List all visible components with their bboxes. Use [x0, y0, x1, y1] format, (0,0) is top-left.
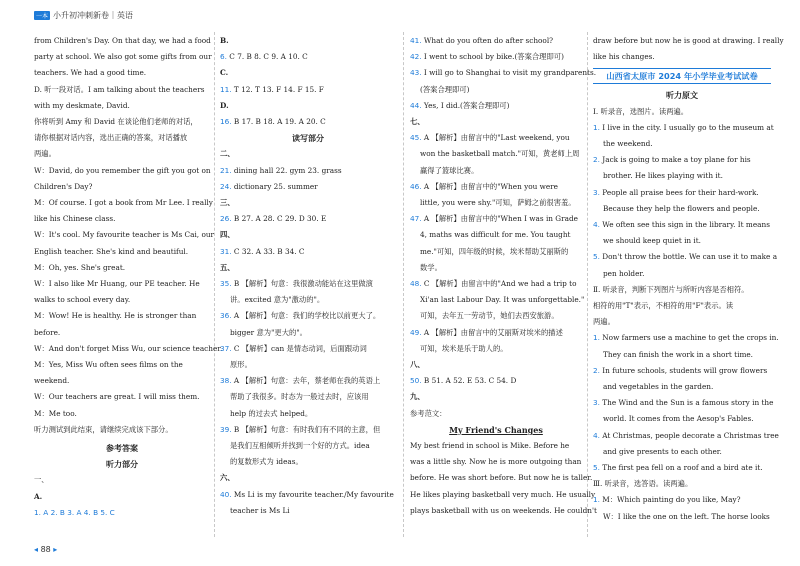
- column-divider: [214, 32, 215, 537]
- answer-text: I live in the city. I usually go to the museum at: [599, 122, 774, 132]
- answer-continuation: and vegetables in the garden.: [603, 382, 714, 392]
- answer-line: [220, 422, 396, 438]
- answer-continuation: 讲。excited 意为"激动的"。: [230, 295, 325, 305]
- answer-line: [410, 33, 582, 49]
- text-line: 你将听到 Amy 和 David 在谈论他们老师的对话，: [34, 117, 198, 127]
- text-line: weekend.: [34, 376, 70, 386]
- column-4: [593, 33, 784, 525]
- exam-title: 山西省太原市 2024 年小学毕业考试试卷: [593, 68, 771, 84]
- section-label: 六、: [220, 473, 235, 483]
- answer-text: C 32. A 33. B 34. C: [231, 246, 305, 256]
- answer-line: [593, 217, 771, 233]
- text-line: with my deskmate, David.: [34, 100, 130, 110]
- text-line: plays basketball with us on weekends. He couldn't: [410, 505, 597, 515]
- answer-line: [410, 276, 582, 292]
- section-label: A.: [34, 491, 43, 501]
- question-number: 45.: [410, 133, 422, 143]
- answer-continuation: we should keep quiet in it.: [603, 236, 702, 246]
- answer-continuation: They can finish the work in a short time.: [603, 349, 754, 359]
- answer-text: Don't throw the bottle. We can use it to make a: [599, 252, 778, 262]
- answer-line: [220, 244, 396, 260]
- text-line: W：David, do you remember the gift you got on: [34, 165, 211, 175]
- text-line: walks to school every day.: [34, 295, 131, 305]
- column-2: [220, 33, 396, 519]
- answer-continuation: brother. He likes playing with it.: [603, 171, 723, 181]
- answer-text: A 【解析】由留言中的"Last weekend, you: [421, 133, 570, 143]
- text-line: like his Chinese class.: [34, 214, 116, 224]
- text-line: M：Wow! He is healthy. He is stronger than: [34, 311, 197, 321]
- answer-continuation: 是我们互相倾听并找到一个好的方式。idea: [230, 441, 370, 451]
- answer-continuation: little, you were shy."可知，萨姆之前很害羞。: [420, 198, 576, 208]
- text-line: D. 听一段对话。I am talking about the teachers: [34, 84, 205, 94]
- book-title: 小升初冲刺新卷｜英语: [53, 10, 133, 20]
- text-line: 听力测试到此结束，请继续完成该下部分。: [34, 424, 173, 434]
- answers-title: 参考答案: [106, 443, 138, 454]
- column-1: [34, 33, 223, 521]
- answer-line: [220, 179, 396, 195]
- answer-line: [593, 492, 771, 508]
- section-label: C.: [220, 68, 229, 78]
- brand-logo: 一本: [35, 12, 48, 20]
- text-line: draw before but now he is good at drawing. I really: [593, 36, 784, 45]
- answer-line: [220, 341, 396, 357]
- answer-text: I will go to Shanghai to visit my grandparents.: [421, 68, 597, 78]
- answer-continuation: and give presents to each other.: [603, 446, 722, 456]
- answer-text: B 27. A 28. C 29. D 30. E: [231, 214, 327, 224]
- answer-continuation: (答案合理即可): [420, 84, 470, 94]
- section-label: 一、: [34, 475, 49, 485]
- answer-text: A 【解析】句意：我们的学校比以前更大了。: [231, 311, 381, 321]
- question-number: 3.: [593, 187, 600, 197]
- text-line: M：Oh, yes. She's great.: [34, 262, 126, 272]
- question-number: 35.: [220, 279, 232, 289]
- answer-line: [410, 130, 582, 146]
- answer-text: B 【解析】句意：我很激动能站在这里做演: [231, 279, 373, 289]
- section-label: 九、: [410, 392, 425, 402]
- answer-line: [593, 395, 774, 411]
- answer-continuation: 数学。: [420, 262, 442, 272]
- text-line: before. He was short before. But now he is taller.: [410, 473, 593, 483]
- question-number: 49.: [410, 327, 422, 337]
- answer-text: M：Which painting do you like, May?: [599, 495, 741, 505]
- text-line: Ⅰ. 听录音，选图片。读两遍。: [593, 106, 689, 116]
- answer-line: [410, 211, 582, 227]
- section-label: 五、: [220, 262, 235, 272]
- answer-text: A 【解析】句意：去年，蔡老师在我的英语上: [231, 376, 381, 386]
- answer-line: [410, 49, 582, 65]
- text-line: English teacher. She's kind and beautiful.: [34, 246, 189, 256]
- answer-text: In future schools, students will grow flowers: [599, 365, 768, 375]
- answer-text: B 51. A 52. E 53. C 54. D: [421, 376, 517, 386]
- answer-text: T 12. T 13. F 14. F 15. F: [231, 84, 324, 94]
- answer-text: C 【解析】can 是情态动词，后面跟动词: [231, 343, 367, 353]
- answer-text: B 【解析】句意：有时我们有不同的主意，但: [231, 424, 381, 434]
- question-number: 48.: [410, 279, 422, 289]
- question-number: 39.: [220, 424, 232, 434]
- answer-text: At Christmas, people decorate a Christmas tree: [599, 430, 779, 440]
- column-3: [410, 33, 597, 519]
- answer-continuation: W：I like the one on the left. The horse looks: [603, 511, 770, 521]
- answer-line: [220, 82, 396, 98]
- column-divider: [403, 32, 404, 537]
- answer-line: [593, 152, 771, 168]
- text-line: 相符的用"T"表示，不相符的用"F"表示。读: [593, 301, 734, 311]
- text-line: teachers. We had a good time.: [34, 68, 147, 78]
- answer-line: [593, 363, 771, 379]
- answer-line: [410, 373, 582, 389]
- text-line: from Children's Day. On that day, we had a food: [34, 36, 211, 45]
- answer-line: [593, 330, 779, 346]
- answer-text: A 【解析】由留言中的"When I was in Grade: [421, 214, 578, 224]
- question-number: 26.: [220, 214, 232, 224]
- page-header: [34, 6, 133, 24]
- question-number: 41.: [410, 36, 422, 45]
- column-divider: [587, 32, 588, 537]
- question-number: 3.: [593, 398, 600, 408]
- question-number: 2.: [593, 365, 600, 375]
- question-number: 40.: [220, 489, 232, 499]
- answer-text: We often see this sign in the library. It means: [599, 220, 770, 230]
- page-number: 88: [40, 545, 51, 554]
- answer-line: [220, 114, 396, 130]
- question-number: 6.: [220, 52, 227, 62]
- answer-text: B 17. B 18. A 19. A 20. C: [231, 117, 326, 127]
- section-label: 三、: [220, 198, 235, 208]
- text-line: 两遍。: [34, 149, 56, 159]
- answer-line: 1. A 2. B 3. A 4. B 5. C: [34, 507, 115, 517]
- answer-line: [220, 276, 396, 292]
- text-line: was a little shy. Now he is more outgoing than: [410, 457, 582, 467]
- answer-text: dictionary 25. summer: [231, 181, 318, 191]
- text-line: M：Of course. I got a book from Mr Lee. I really: [34, 198, 213, 208]
- text-line: before.: [34, 327, 61, 337]
- answer-text: People all praise bees for their hard-work.: [599, 187, 759, 197]
- answer-line: [220, 163, 396, 179]
- question-number: 43.: [410, 68, 422, 78]
- answer-line: [220, 373, 396, 389]
- answer-line: [593, 185, 771, 201]
- answer-text: A 【解析】由留言中的"When you were: [421, 181, 558, 191]
- answer-continuation: help 的过去式 helped。: [230, 408, 313, 418]
- question-number: 47.: [410, 214, 422, 224]
- text-line: 参考范文：: [410, 408, 447, 418]
- text-line: 两遍。: [593, 317, 615, 327]
- text-line: He likes playing basketball very much. He usually: [410, 489, 596, 499]
- question-number: 5.: [593, 463, 600, 473]
- answer-text: Jack is going to make a toy plane for his: [599, 155, 751, 165]
- answer-continuation: 原形。: [230, 360, 252, 370]
- text-line: like his changes.: [593, 52, 655, 62]
- answer-line: [410, 98, 582, 114]
- question-number: 1.: [593, 122, 600, 132]
- answer-continuation: Because they help the flowers and people.: [603, 203, 760, 213]
- question-number: 44.: [410, 100, 422, 110]
- answer-line: [593, 460, 771, 476]
- answer-continuation: the weekend.: [603, 139, 653, 149]
- section-label: D.: [220, 100, 229, 110]
- answer-text: dining hall 22. gym 23. grass: [231, 165, 342, 175]
- answer-continuation: world. It comes from the Aesop's Fables.: [603, 414, 754, 424]
- answer-continuation: bigger 意为"更大的"。: [230, 327, 307, 337]
- question-number: 50.: [410, 376, 422, 386]
- answer-line: [410, 65, 597, 81]
- text-line: M：Me too.: [34, 408, 77, 418]
- answer-text: C 【解析】由留言中的"And we had a trip to: [421, 279, 577, 289]
- answer-line: [593, 249, 778, 265]
- answer-continuation: teacher is Ms Li: [230, 505, 290, 515]
- text-line: Children's Day?: [34, 181, 93, 191]
- answer-line: [593, 428, 779, 444]
- answer-continuation: won the basketball match."可知，黄老师上周: [420, 149, 580, 159]
- question-number: 11.: [220, 84, 232, 94]
- question-number: 5.: [593, 252, 600, 262]
- page-footer: [34, 545, 57, 554]
- text-line: W：It's cool. My favourite teacher is Ms Cai, our: [34, 230, 215, 240]
- answer-text: The Wind and the Sun is a famous story in the: [599, 398, 774, 408]
- listening-title: 听力部分: [106, 459, 138, 470]
- answer-text: Yes, I did.(答案合理即可): [421, 100, 510, 110]
- question-number: 2.: [593, 155, 600, 165]
- answer-text: C 7. B 8. C 9. A 10. C: [226, 52, 308, 62]
- question-number: 1.: [593, 333, 600, 343]
- answer-line: [220, 211, 396, 227]
- essay-title: My Friend's Changes: [449, 424, 543, 435]
- answer-continuation: 4, maths was difficult for me. You taught: [420, 230, 571, 240]
- text-line: Ⅱ. 听录音，判断下列图片与所听内容是否相符。: [593, 284, 749, 294]
- answer-continuation: pen holder.: [603, 268, 645, 278]
- answer-text: I went to school by bike.(答案合理即可): [421, 52, 564, 62]
- question-number: 36.: [220, 311, 232, 321]
- text-line: W：And don't forget Miss Wu, our science teacher.: [34, 343, 223, 353]
- question-number: 1.: [593, 495, 600, 505]
- answer-continuation: 赢得了篮球比赛。: [420, 165, 479, 175]
- question-number: 38.: [220, 376, 232, 386]
- question-number: 46.: [410, 181, 422, 191]
- answer-line: [220, 308, 396, 324]
- text-line: W：I also like Mr Huang, our PE teacher. He: [34, 279, 200, 289]
- section-label: B.: [220, 36, 229, 45]
- section-label: 八、: [410, 360, 425, 370]
- answer-continuation: 可知，去年五一劳动节，她们去西安旅游。: [420, 311, 559, 321]
- text-line: W：Our teachers are great. I will miss them.: [34, 392, 200, 402]
- section-label: 二、: [220, 149, 235, 159]
- question-number: 21.: [220, 165, 232, 175]
- answer-continuation: Xi'an last Labour Day. It was unforgettable.": [420, 295, 585, 305]
- section-label: 四、: [220, 230, 235, 240]
- answer-line: [220, 49, 396, 65]
- text-line: My best friend in school is Mike. Before he: [410, 441, 570, 451]
- answer-line: [410, 325, 582, 341]
- answer-text: Now farmers use a machine to get the crops in.: [599, 333, 779, 343]
- text-line: party at school. We also got some gifts from our: [34, 52, 212, 62]
- text-line: M：Yes, Miss Wu often sees films on the: [34, 360, 183, 370]
- question-number: 4.: [593, 430, 600, 440]
- answer-line: [410, 179, 582, 195]
- answer-text: The first pea fell on a roof and a bird ate it.: [599, 463, 763, 473]
- text-line: 请你根据对话内容，选出正确的答案，对话播放: [34, 133, 188, 143]
- answer-text: What do you often do after school?: [421, 36, 554, 45]
- answer-line: [220, 487, 396, 503]
- section-label: 七、: [410, 117, 425, 127]
- answer-continuation: 帮助了我很多。时态为一般过去时，应该用: [230, 392, 369, 402]
- section-title: 读写部分: [292, 133, 324, 144]
- text-line: Ⅲ. 听录音，选答语。读两遍。: [593, 479, 693, 489]
- answer-continuation: me."可知，四年级的时候，埃米帮助艾丽斯的: [420, 246, 569, 256]
- answer-line: [593, 120, 774, 136]
- answer-text: A 【解析】由留言中的艾丽斯对埃米的描述: [421, 327, 563, 337]
- next-page-icon[interactable]: ▸: [53, 545, 58, 554]
- question-number: 42.: [410, 52, 422, 62]
- answer-continuation: 可知，埃米是乐于助人的。: [420, 343, 508, 353]
- question-number: 16.: [220, 117, 232, 127]
- question-number: 4.: [593, 220, 600, 230]
- section-title: 听力原文: [666, 90, 698, 101]
- question-number: 31.: [220, 246, 232, 256]
- question-number: 37.: [220, 343, 232, 353]
- answer-text: Ms Li is my favourite teacher./My favourite: [231, 489, 394, 499]
- prev-page-icon[interactable]: ◂: [34, 545, 39, 554]
- question-number: 24.: [220, 181, 232, 191]
- answer-continuation: 的复数形式为 ideas。: [230, 457, 303, 467]
